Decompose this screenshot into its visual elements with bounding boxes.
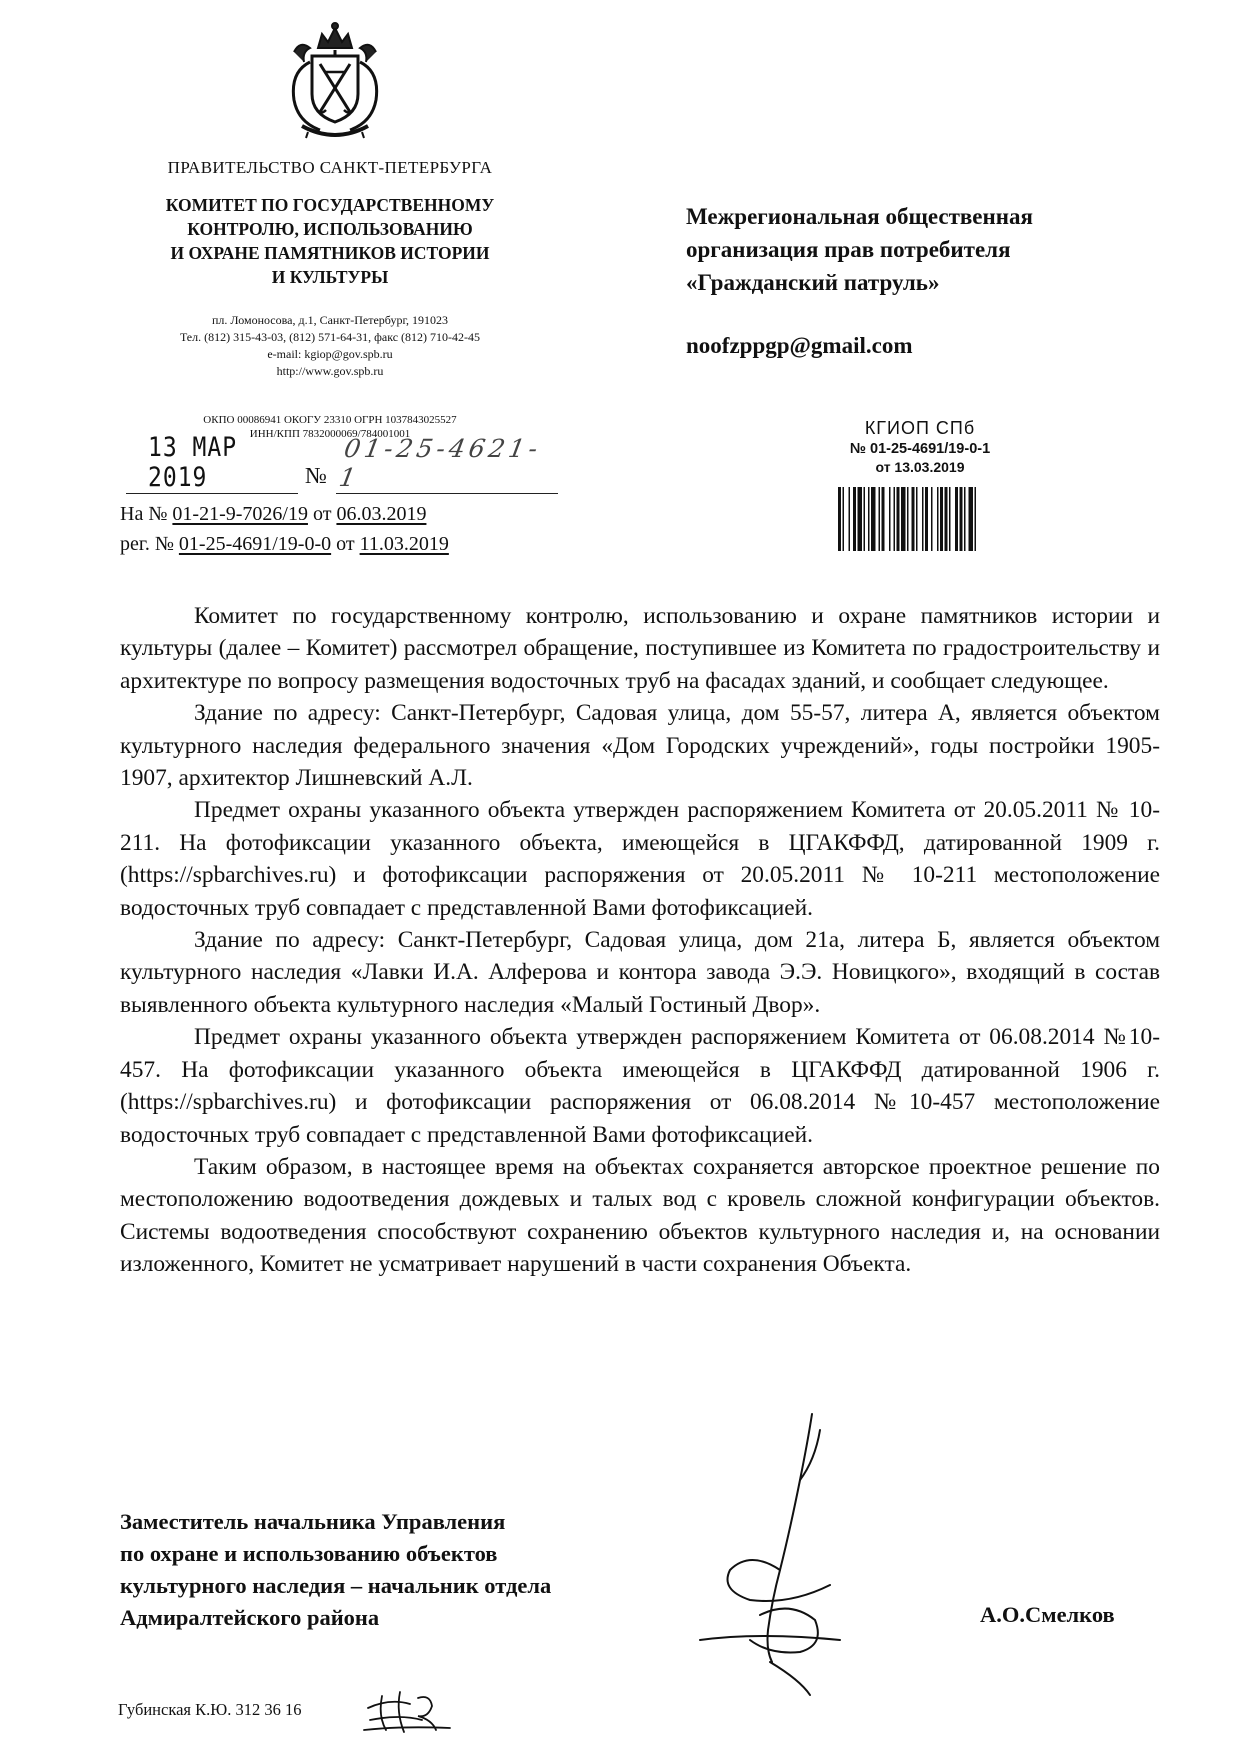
body-paragraph: Здание по адресу: Санкт-Петербург, Садовая улица, дом 55-57, литера А, является объектом культурного наследия федерального значения «Дом Городских учреждений», годы постройки 1905-1907, архитектор Лишневский А.Л. [120, 700, 1160, 792]
ref-prefix: На № [120, 503, 173, 525]
body-paragraph: Предмет охраны указанного объекта утвержден распоряжением Комитета от 20.05.2011 № 10-211. На фотофиксации указанного объекта, имеющейся в ЦГАКФФД, датированной 1909 г. (https://spbarchives.ru) и фотофиксации распоряжения от 20.05.2011 № 10-211 местоположение водосточных труб совпадает с представленной Вами фотофиксацией. [120, 797, 1160, 921]
committee-line: И КУЛЬТУРЫ [271, 267, 389, 287]
signer-position-line: Адмиралтейского района [120, 1605, 380, 1630]
executor-info: Губинская К.Ю. 312 36 16 [118, 1700, 302, 1719]
ref-middle: от [307, 503, 337, 525]
committee-line: КОНТРОЛЮ, ИСПОЛЬЗОВАНИЮ [187, 219, 473, 239]
committee-contacts [100, 312, 560, 380]
letter-body [120, 600, 1160, 1281]
recipient-line: организация прав потребителя [686, 237, 1011, 262]
email-line: e-mail: kgiop@gov.spb.ru [267, 347, 393, 361]
outgoing-date-field [126, 433, 298, 494]
signer-position-line: культурного наследия – начальник отдела [120, 1573, 552, 1598]
recipient-block [686, 200, 1033, 299]
ref-number: 01-21-9-7026/19 [172, 503, 308, 525]
outgoing-number-field [336, 434, 558, 494]
recipient-email: noofzppgp@gmail.com [686, 333, 913, 358]
ref-date: 11.03.2019 [359, 533, 449, 555]
stamp-reg-number: № 01-25-4691/19-0-1 [849, 441, 991, 457]
body-paragraph: Здание по адресу: Санкт-Петербург, Садовая улица, дом 21а, литера Б, является объектом культурного наследия «Лавки И.А. Алферова и контора завода Э.Э. Новицкого», входящий в состав выявленного объекта культурного наследия «Малый Гостиный Двор». [120, 927, 1160, 1018]
body-paragraph: Предмет охраны указанного объекта утвержден распоряжением Комитета от 06.08.2014 №10-457. На фотофиксации указанного объекта имеющейся в ЦГАКФФД датированной 1906 г. (https://spbarchives.ru) и фотофиксации распоряжения от 06.08.2014 №10-457 местоположение водосточных труб совпадает с представленной Вами фотофиксацией. [120, 1024, 1160, 1148]
codes-line: ИНН/КПП 7832000069/784001001 [249, 428, 411, 440]
handwritten-signature [640, 1400, 940, 1700]
committee-line: И ОХРАНЕ ПАМЯТНИКОВ ИСТОРИИ [170, 243, 490, 263]
executor-signature [360, 1686, 470, 1736]
signer-name: А.О.Смелков [980, 1602, 1115, 1627]
government-name: ПРАВИТЕЛЬСТВО САНКТ-ПЕТЕРБУРГА [167, 158, 493, 177]
recipient-line: Межрегиональная общественная [686, 204, 1033, 229]
ref-date: 06.03.2019 [336, 503, 427, 525]
registration-stamp [830, 418, 1010, 475]
reference-registration [120, 533, 449, 556]
signer-position-line: по охране и использованию объектов [120, 1541, 498, 1566]
outgoing-number-handwritten: 01-25-4621-1 [336, 434, 544, 492]
ref-number: 01-25-4691/19-0-0 [178, 533, 332, 555]
phone-line: Тел. (812) 315-43-03, (812) 571-64-31, факс (812) 710-42-45 [179, 330, 481, 344]
stamp-organization: КГИОП СПб [864, 418, 976, 438]
body-paragraph: Комитет по государственному контролю, использованию и охране памятников истории и культуры (далее – Комитет) рассмотрел обращение, поступившее из Комитета по градостроительству и архитектуре по вопросу размещения водосточных труб на фасадах зданий, и сообщает следующее. [120, 603, 1160, 694]
coat-of-arms-emblem [280, 22, 390, 140]
number-sign: № [305, 463, 327, 488]
website-line: http://www.gov.spb.ru [276, 364, 384, 378]
signer-position-line: Заместитель начальника Управления [120, 1509, 506, 1534]
signer-position [120, 1506, 551, 1634]
recipient-line: «Гражданский патруль» [686, 270, 940, 295]
barcode [836, 487, 1012, 551]
outgoing-date-stamp: 13 MAP 2019 [148, 433, 238, 493]
reference-incoming [120, 503, 426, 526]
stamp-date: от 13.03.2019 [875, 459, 965, 475]
committee-line: КОМИТЕТ ПО ГОСУДАРСТВЕННОМУ [165, 195, 495, 215]
committee-name [100, 193, 560, 289]
codes-line: ОКПО 00086941 ОКОГУ 23310 ОГРН 1037843025527 [203, 414, 457, 426]
ref-middle: от [331, 533, 360, 555]
address-line: пл. Ломоносова, д.1, Санкт-Петербург, 191023 [211, 313, 449, 327]
body-paragraph: Таким образом, в настоящее время на объектах сохраняется авторское проектное решение по местоположению водоотведения дождевых и талых вод с кровель сложной конфигурации объектов. Системы водоотведения способствуют сохранению объектов культурного наследия и, на основании изложенного, Комитет не усматривает нарушений в части сохранения Объекта. [120, 1153, 1160, 1278]
ref-prefix: рег. № [120, 533, 179, 555]
